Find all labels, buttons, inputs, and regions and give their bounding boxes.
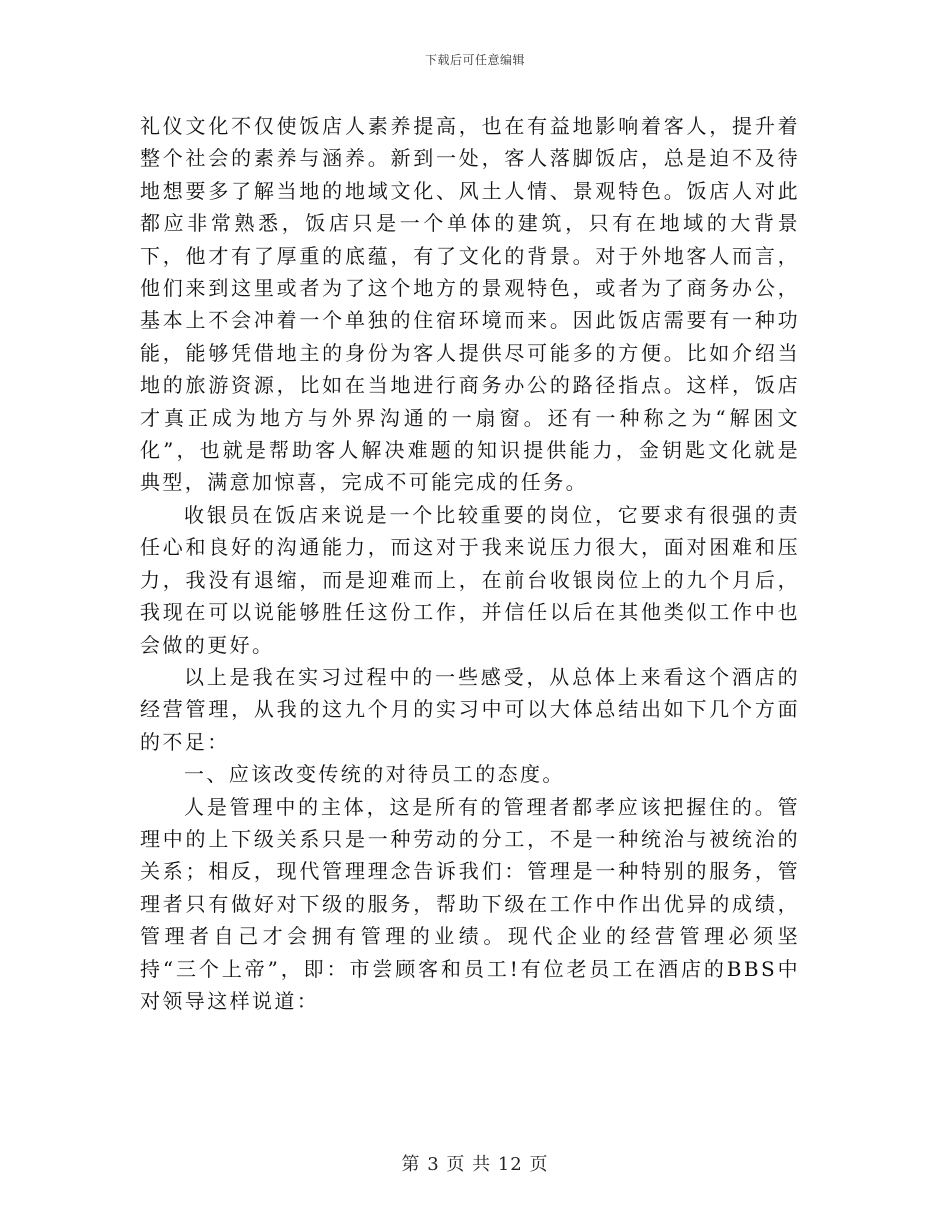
document-body (140, 110, 800, 1017)
paragraph-3: 以上是我在实习过程中的一些感受，从总体上来看这个酒店的经营管理，从我的这九个月的实习中可以大体总结出如下几个方面的不足： (140, 664, 800, 754)
page-header-note: 下载后可任意编辑 (424, 53, 525, 67)
paragraph-2: 收银员在饭店来说是一个比较重要的岗位，它要求有很强的责任心和良好的沟通能力，而这对于我来说压力很大，面对困难和压力，我没有退缩，而是迎难而上，在前台收银岗位上的九个月后，我现在可以说能够胜任这份工作，并信任以后在其他类似工作中也会做的更好。 (140, 502, 800, 657)
paragraph-5: 人是管理中的主体，这是所有的管理者都孝应该把握住的。管理中的上下级关系只是一种劳动的分工，不是一种统治与被统治的关系；相反，现代管理理念告诉我们：管理是一种特别的服务，管理者只有做好对下级的服务，帮助下级在工作中作出优异的成绩，管理者自己才会拥有管理的业绩。现代企业的经营管理必须坚持“三个上帝”，即：市尝顾客和员工!有位老员工在酒店的BBS中对领导这样说道： (140, 794, 800, 1013)
paragraph-1: 礼仪文化不仅使饭店人素养提高，也在有益地影响着客人，提升着整个社会的素养与涵养。新到一处，客人落脚饭店，总是迫不及待地想要多了解当地的地域文化、风土人情、景观特色。饭店人对此都应非常熟悉，饭店只是一个单体的建筑，只有在地域的大背景下，他才有了厚重的底蕴，有了文化的背景。对于外地客人而言，他们来到这里或者为了这个地方的景观特色，或者为了商务办公，基本上不会冲着一个单独的住宿环境而来。因此饭店需要有一种功能，能够凭借地主的身份为客人提供尽可能多的方便。比如介绍当地的旅游资源，比如在当地进行商务办公的路径指点。这样，饭店才真正成为地方与外界沟通的一扇窗。还有一种称之为“解困文化”，也就是帮助客人解决难题的知识提供能力，金钥匙文化就是典型，满意加惊喜，完成不可能完成的任务。 (140, 114, 800, 495)
page-number: 第 3 页 共 12 页 (401, 1154, 549, 1175)
section-heading: 一、应该改变传统的对待员工的态度。 (184, 762, 565, 787)
